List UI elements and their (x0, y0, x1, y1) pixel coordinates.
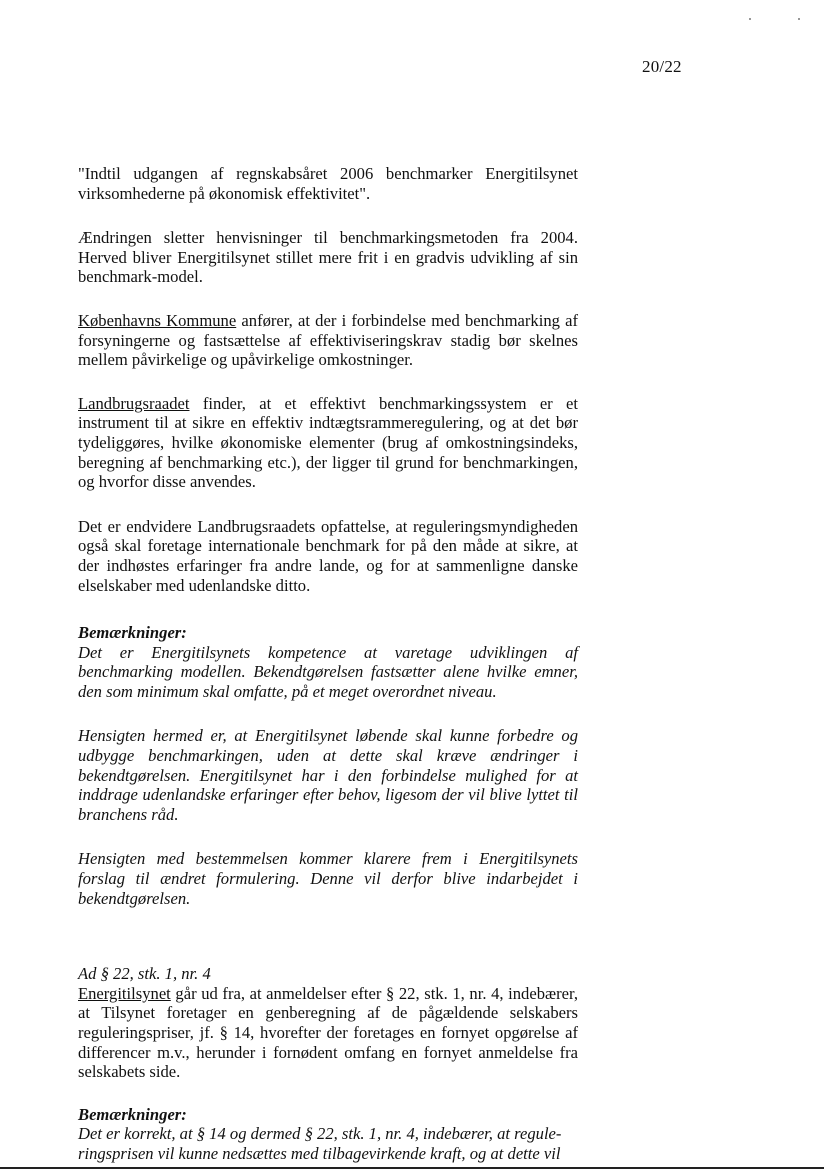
quoted-provision: "Indtil udgangen af regnskabsåret 2006 benchmarker Energitilsynet virksomhederne på økonomisk effektivitet". (78, 164, 578, 203)
section-heading-ad-22: Ad § 22, stk. 1, nr. 4 (78, 964, 211, 984)
remarks-paragraph (78, 1124, 578, 1163)
landbrug-comment (78, 394, 578, 492)
remarks-line: ringsprisen vil kunne nedsættes med tilbagevirkende kraft, og at dette vil (78, 1143, 561, 1163)
kk-text: anfører, at der i forbindelse med benchmarking af forsyningerne og fastsættelse af effektiviseringskrav stadig bør skelnes mellem påvirkelige og upåvirkelige omkostninger. (78, 310, 579, 370)
remarks-section-1 (78, 623, 578, 908)
remarks-paragraph: Hensigten hermed er, at Energitilsynet løbende skal kunne forbedre og udbygge benchmarkingen, uden at dette skal kræve ændringer i bekendtgørelsen. Energitilsynet har i den forbindelse mulighed for at inddrage udenlandske erfaringer efter behov, ligesom der vil blive lyttet til branchens råd. (78, 726, 578, 824)
document-body (78, 164, 578, 1164)
remarks-paragraph: Det er Energitilsynets kompetence at varetage udviklingen af benchmarking modellen. Bekendtgørelsen fastsætter alene hvilke emner, den som minimum skal omfatte, på et meget overordnet niveau. (78, 642, 578, 701)
energitilsynet-comment (78, 984, 578, 1082)
kk-comment (78, 311, 578, 370)
kk-name: Københavns Kommune (78, 310, 237, 330)
remarks-line: Det er korrekt, at § 14 og dermed § 22, stk. 1, nr. 4, indebærer, at regule- (78, 1124, 562, 1144)
energitilsynet-text: går ud fra, at anmeldelser efter § 22, stk. 1, nr. 4, indebærer, at Tilsynet foretager en genberegning af de pågældende selskabers reguleringspriser, jf. § 14, hvorefter der foretages en fornyet opgørelse af differencer m.v., herunder i fornødent omfang en fornyet anmeldelse fra selskabets side. (78, 983, 578, 1082)
remarks-section-2 (78, 1105, 578, 1164)
page-number: 20/22 (642, 57, 682, 76)
remarks-paragraph: Hensigten med bestemmelsen kommer klarere frem i Energitilsynets forslag til ændret formulering. Denne vil derfor blive indarbejdet i bekendtgørelsen. (78, 849, 578, 908)
energitilsynet-name: Energitilsynet (78, 983, 171, 1003)
landbrug-text: finder, at et effektivt benchmarkingssystem er et instrument til at sikre en effektiv indtægtsrammeregulering, og at det bør tydeliggøres, hvilke økonomiske elementer (brug af omkostningsindeks, beregning af benchmarking etc.), der ligger til grund for benchmarkingen, og hvorfor disse anvendes. (78, 393, 578, 492)
remarks-heading: Bemærkninger: (78, 623, 187, 643)
landbrug-name: Landbrugsraadet (78, 393, 190, 413)
scan-speck (749, 18, 751, 20)
scan-speck (798, 18, 800, 20)
remarks-heading: Bemærkninger: (78, 1104, 187, 1124)
change-explanation: Ændringen sletter henvisninger til benchmarkingsmetoden fra 2004. Herved bliver Energitilsynet stillet mere frit i en gradvis udvikling af sin benchmark-model. (78, 228, 578, 287)
landbrug-comment-2: Det er endvidere Landbrugsraadets opfattelse, at reguleringsmyndigheden også skal foretage internationale benchmark for på den måde at sikre, at der indhøstes erfaringer fra andre lande, og for at sammenligne danske elselskaber med udenlandske ditto. (78, 516, 578, 595)
